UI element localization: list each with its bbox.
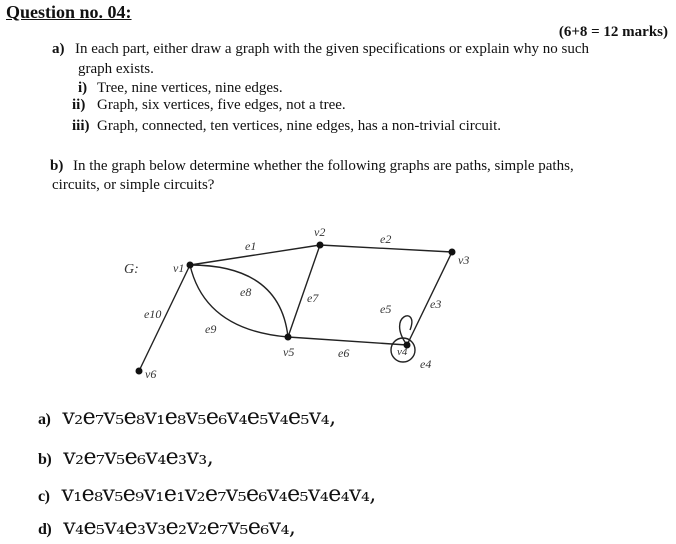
label-e4: e4 <box>420 357 432 371</box>
walk-b-label: b) <box>38 451 52 468</box>
walk-d-label: d) <box>38 521 52 538</box>
label-e1: e1 <box>245 239 257 253</box>
vertex-v6 <box>136 368 143 375</box>
part-a-text-1: In each part, either draw a graph with the given specifications or explain why no such <box>75 41 589 57</box>
walk-c-label: c) <box>38 488 50 505</box>
vertex-v5 <box>285 334 292 341</box>
label-e10: e10 <box>144 307 162 321</box>
part-a-text-2: graph exists. <box>78 61 154 77</box>
question-title: Question no. 04: <box>6 2 132 22</box>
item-ii-label: ii) <box>72 97 86 113</box>
item-i-text: Tree, nine vertices, nine edges. <box>97 80 283 96</box>
label-e9: e9 <box>205 322 217 336</box>
walk-a <box>38 405 336 430</box>
vertex-v2 <box>317 242 324 249</box>
part-b-label: b) <box>50 158 64 174</box>
item-iii-label: iii) <box>72 118 90 134</box>
walk-d-seq: v₄e₅v₄e₃v₃e₂v₂e₇v₅e₆v₄, <box>63 515 296 540</box>
label-e7: e7 <box>307 291 319 305</box>
walk-b <box>38 445 213 470</box>
item-i-label: i) <box>78 80 88 96</box>
edge-e6 <box>288 337 407 345</box>
part-b-text-2: circuits, or simple circuits? <box>52 177 215 193</box>
walk-a-seq: v₂e₇v₅e₈v₁e₈v₅e₆v₄e₅v₄e₅v₄, <box>62 405 336 430</box>
label-v1: v1 <box>173 261 185 275</box>
walk-c <box>38 482 376 507</box>
item-iii-text: Graph, connected, ten vertices, nine edges, has a non-trivial circuit. <box>97 118 502 134</box>
walk-a-label: a) <box>38 411 51 428</box>
label-e2: e2 <box>380 232 392 246</box>
label-v3: v3 <box>458 253 470 267</box>
label-v6: v6 <box>145 367 157 381</box>
graph-name: G: <box>124 262 139 277</box>
label-e8: e8 <box>240 285 252 299</box>
label-v2: v2 <box>314 225 326 239</box>
walk-d <box>38 515 295 540</box>
edge-e2 <box>320 245 452 252</box>
walk-c-seq: v₁e₈v₅e₉v₁e₁v₂e₇v₅e₆v₄e₅v₄e₄v₄, <box>61 482 376 507</box>
label-v4: v4 <box>397 346 408 358</box>
walk-b-seq: v₂e₇v₅e₆v₄e₃v₃, <box>63 445 214 470</box>
label-e6: e6 <box>338 346 350 360</box>
label-v5: v5 <box>283 345 295 359</box>
part-b-text-1: In the graph below determine whether the following graphs are paths, simple paths, <box>73 158 574 174</box>
vertex-v1 <box>187 262 194 269</box>
label-e3: e3 <box>430 297 442 311</box>
vertex-v3 <box>449 249 456 256</box>
item-ii-text: Graph, six vertices, five edges, not a tree. <box>97 97 346 113</box>
marks-label: (6+8 = 12 marks) <box>558 24 668 40</box>
part-a-label: a) <box>52 41 65 57</box>
label-e5: e5 <box>380 302 392 316</box>
